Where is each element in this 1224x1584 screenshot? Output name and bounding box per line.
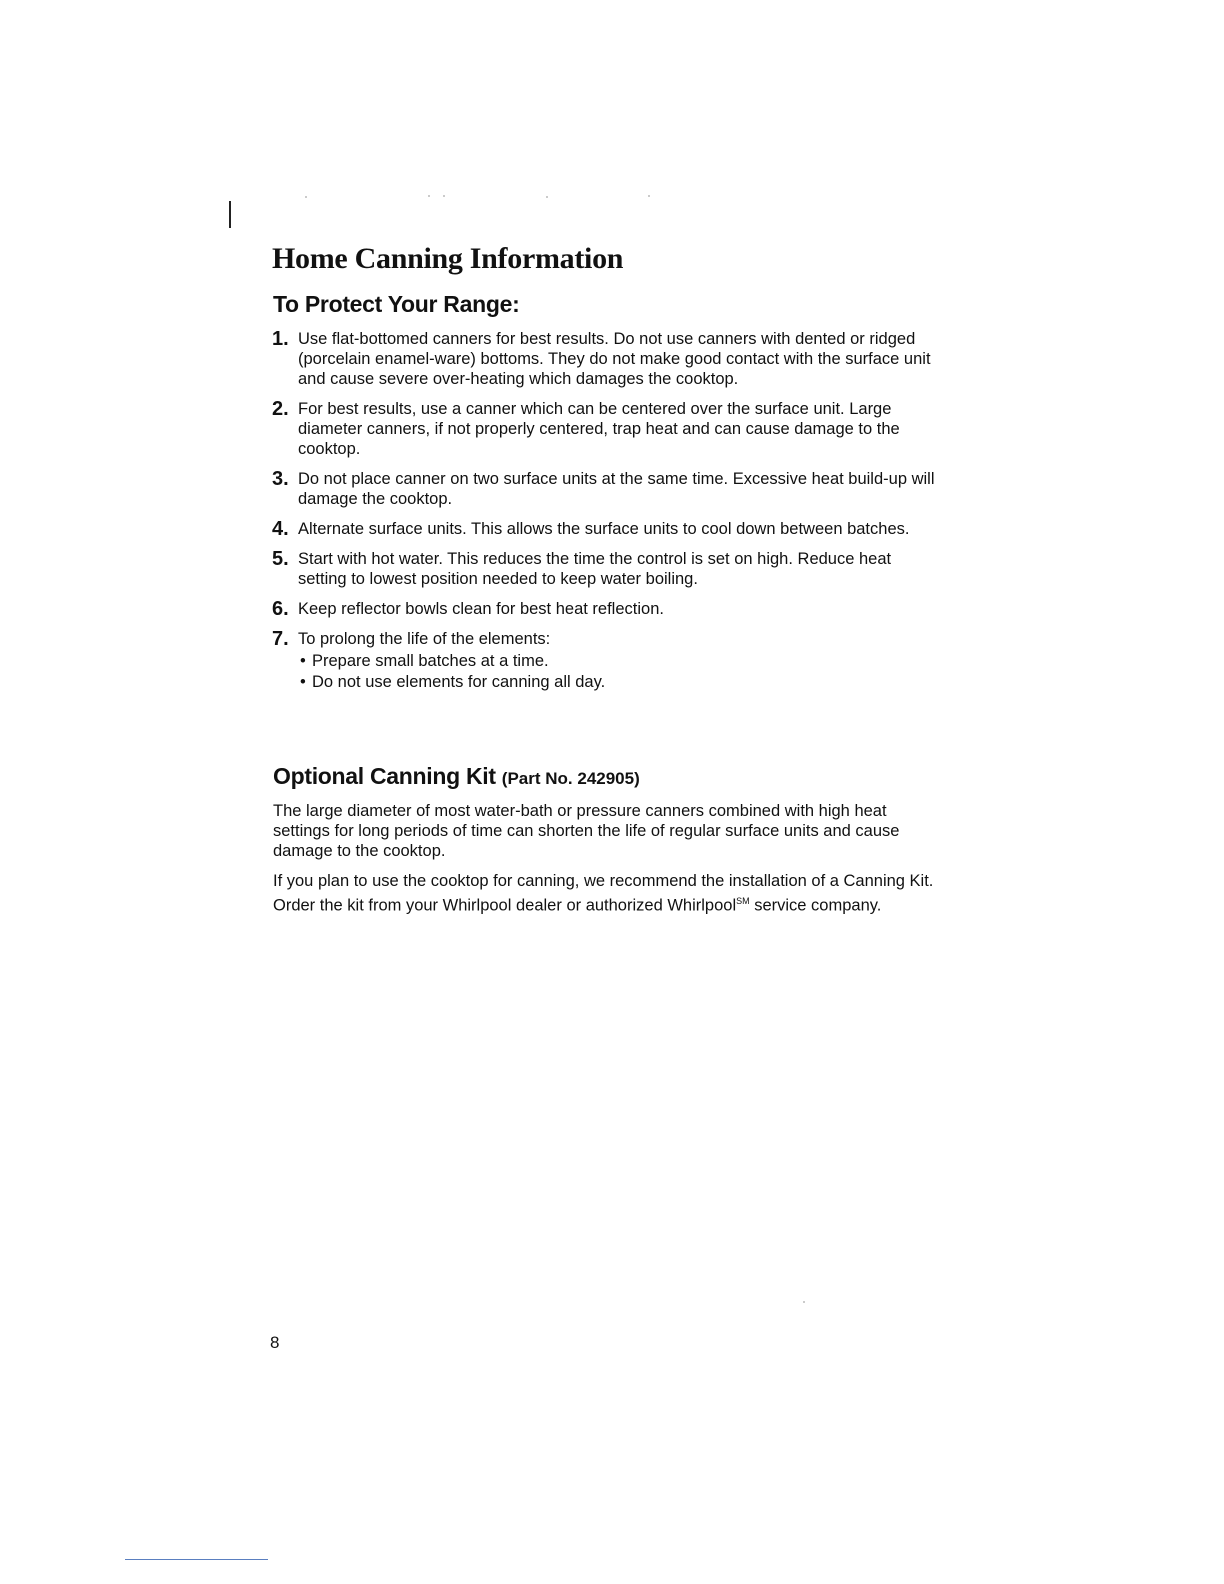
footer-rule: [125, 1559, 268, 1560]
service-mark: SM: [736, 896, 750, 906]
list-item: [272, 469, 942, 509]
closing-text: service company.: [754, 896, 882, 915]
canning-kit-paragraph-text: If you plan to use the cooktop for canning, we recommend the installation of a Canning Kit. Order the kit from your Whirlpool dealer or authorized Whirlpool: [273, 872, 934, 915]
item-number: 2.: [272, 398, 289, 420]
item-text: For best results, use a canner which can be centered over the surface unit. Large diameter canners, if not properly centered, trap heat and can cause damage to the cooktop.: [298, 400, 900, 458]
scan-speck: [428, 195, 430, 197]
item-number: 6.: [272, 598, 289, 620]
page-number: 8: [270, 1333, 280, 1352]
item-number: 4.: [272, 518, 289, 540]
sub-bullet-text: Prepare small batches at a time.: [312, 652, 549, 670]
list-item: [272, 519, 942, 539]
item-text: Do not place canner on two surface units at the same time. Excessive heat build-up will damage the cooktop.: [298, 470, 935, 508]
canning-kit-heading-text: Optional Canning Kit: [273, 763, 496, 789]
bullet-icon: •: [300, 673, 306, 691]
item-number: 5.: [272, 548, 289, 570]
scan-speck: [803, 1301, 805, 1303]
item-text: Start with hot water. This reduces the time the control is set on high. Reduce heat setting to lowest position needed to keep water boiling.: [298, 550, 892, 588]
margin-mark: [229, 201, 231, 228]
canning-kit-paragraph: The large diameter of most water-bath or pressure canners combined with high heat settings for long periods of time can shorten the life of regular surface units and cause damage to the cooktop.: [273, 802, 900, 860]
scan-speck: [648, 195, 650, 197]
item-text: Use flat-bottomed canners for best results. Do not use canners with dented or ridged (porcelain enamel-ware) bottoms. They do not make good contact with the surface unit and cause severe over-heating which damages the cooktop.: [298, 330, 931, 388]
scan-speck: [305, 196, 307, 198]
item-text: To prolong the life of the elements:: [298, 630, 551, 648]
page-title: Home Canning Information: [272, 242, 624, 275]
sub-bullet-item: [300, 672, 942, 693]
sub-bullet-text: Do not use elements for canning all day.: [312, 673, 606, 691]
section-heading-protect-range: To Protect Your Range:: [273, 291, 520, 317]
item-text: Alternate surface units. This allows the surface units to cool down between batches.: [298, 520, 910, 538]
section-heading-canning-kit: [273, 762, 640, 793]
item-text: Keep reflector bowls clean for best heat reflection.: [298, 600, 664, 618]
protect-range-list: [272, 329, 942, 703]
list-item: [272, 329, 942, 389]
sub-bullet-item: [300, 651, 942, 672]
item-number: 7.: [272, 628, 289, 650]
scan-speck: [443, 195, 445, 197]
list-item: [272, 399, 942, 459]
list-item: [272, 599, 942, 619]
item-number: 1.: [272, 328, 289, 350]
part-number-label: (Part No. 242905): [501, 769, 640, 788]
canning-kit-paragraph: [273, 871, 943, 916]
scan-speck: [546, 196, 548, 198]
sub-bullet-list: [298, 651, 942, 693]
bullet-icon: •: [300, 652, 306, 670]
list-item: [272, 549, 942, 589]
item-number: 3.: [272, 468, 289, 490]
list-item: [272, 629, 942, 693]
